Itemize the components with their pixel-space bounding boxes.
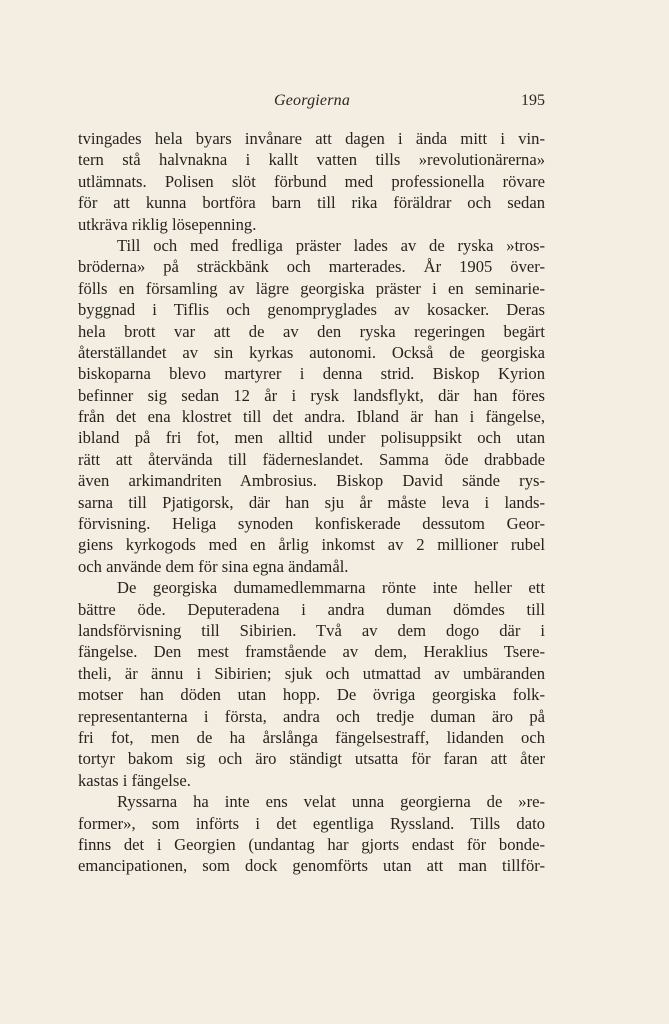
text-line: återställandet av sin kyrkas autonomi. Också de georgiska <box>78 342 545 362</box>
text-line: och använde dem för sina egna ändamål. <box>78 556 349 576</box>
text-line: sarna till Pjatigorsk, där han sju år måste leva i lands- <box>78 492 545 512</box>
text-line: former», som införts i det egentliga Ryssland. Tills dato <box>78 813 545 833</box>
text-line: Ryssarna ha inte ens velat unna georgierna de »re- <box>117 792 545 812</box>
text-line: giens kyrkogods med en årlig inkomst av 2 millioner rubel <box>78 535 545 555</box>
text-line: förvisning. Heliga synoden konfiskerade dessutom Geor- <box>78 514 545 534</box>
running-title: Georgierna <box>274 92 351 109</box>
body-text <box>78 128 545 877</box>
text-line: tortyr bakom sig och äro ständigt utsatta för faran att åter <box>78 749 545 769</box>
page-header <box>78 92 545 116</box>
text-line: fölls en församling av lägre georgiska präster i en seminarie- <box>78 278 545 298</box>
text-line: hela brott var att de av den ryska regeringen begärt <box>78 321 545 341</box>
text-line: motser han döden utan hopp. De övriga georgiska folk- <box>78 685 545 705</box>
text-line: utlämnats. Polisen slöt förbund med professionella rövare <box>78 171 545 191</box>
text-line: även arkimandriten Ambrosius. Biskop David sände rys- <box>78 471 545 491</box>
text-line: tvingades hela byars invånare att dagen i ända mitt i vin- <box>78 129 545 148</box>
text-line: emancipationen, som dock genomförts utan att man tillför- <box>78 856 545 876</box>
text-line: Till och med fredliga präster lades av de ryska »tros- <box>117 235 545 255</box>
text-line: byggnad i Tiflis och genompryglades av kosacker. Deras <box>78 300 545 320</box>
text-line: kastas i fängelse. <box>78 770 191 790</box>
text-line: från det ena klostret till det andra. Ibland är han i fängelse, <box>78 407 545 427</box>
text-line: rätt att återvända till fäderneslandet. Samma öde drabbade <box>78 449 545 469</box>
text-line: bättre öde. Deputeradena i andra duman dömdes till <box>78 599 545 619</box>
text-line: biskoparna blevo martyrer i denna strid. Biskop Kyrion <box>78 364 545 384</box>
text-line: finns det i Georgien (undantag har gjorts endast för bonde- <box>78 834 545 854</box>
text-line: landsförvisning till Sibirien. Två av dem dogo där i <box>78 620 545 640</box>
text-line: ibland på fri fot, men alltid under polisuppsikt och utan <box>78 428 545 448</box>
text-line: bröderna» på sträckbänk och marterades. År 1905 över- <box>78 257 545 277</box>
text-line: representanterna i första, andra och tredje duman äro på <box>78 706 545 726</box>
text-line: befinner sig sedan 12 år i rysk landsflykt, där han föres <box>78 385 545 405</box>
text-line: för att kunna bortföra barn till rika föräldrar och sedan <box>78 193 545 213</box>
text-line: fri fot, men de ha årslånga fängelsestraff, lidanden och <box>78 727 545 747</box>
text-line: De georgiska dumamedlemmarna rönte inte heller ett <box>117 578 545 598</box>
text-line: fängelse. Den mest framstående av dem, Heraklius Tsere- <box>78 642 545 662</box>
text-line: tern stå halvnakna i kallt vatten tills »revolutionärerna» <box>78 150 545 170</box>
text-line: theli, är ännu i Sibirien; sjuk och utmattad av umbäranden <box>78 663 545 683</box>
page-number: 195 <box>521 92 545 109</box>
text-line: utkräva riklig lösepenning. <box>78 214 257 234</box>
